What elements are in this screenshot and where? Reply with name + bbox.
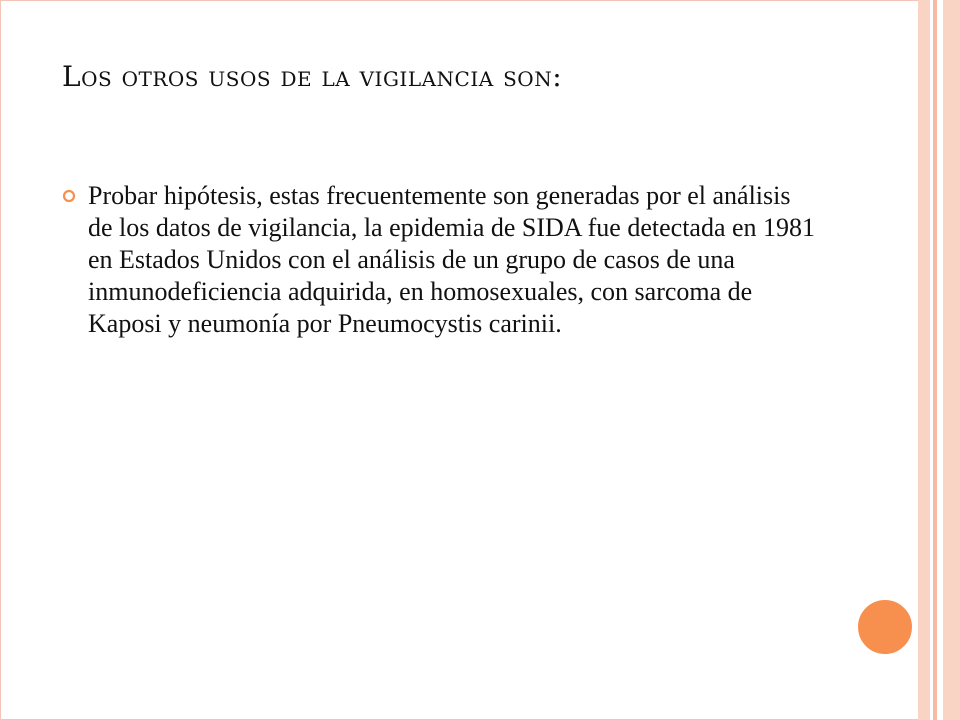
bullet-text: Probar hipótesis, estas frecuentemente son generadas por el análisis de los datos de vigilancia, la epidemia de SIDA fue detectada en 1981 en Estados Unidos con el análisis de un grupo de casos de una inmunodeficiencia adquirida, en homosexuales, con sarcoma de Kaposi y neumonía por Pneumocystis carinii. xyxy=(88,181,816,338)
decorative-stripe xyxy=(943,0,960,720)
slide-title: Los otros usos de la vigilancia son: xyxy=(62,60,563,93)
list-item xyxy=(60,180,820,340)
bullet-list xyxy=(60,180,820,340)
decorative-stripe xyxy=(918,0,930,720)
hollow-circle-bullet-icon xyxy=(62,189,76,203)
decorative-circle-icon xyxy=(856,598,914,656)
